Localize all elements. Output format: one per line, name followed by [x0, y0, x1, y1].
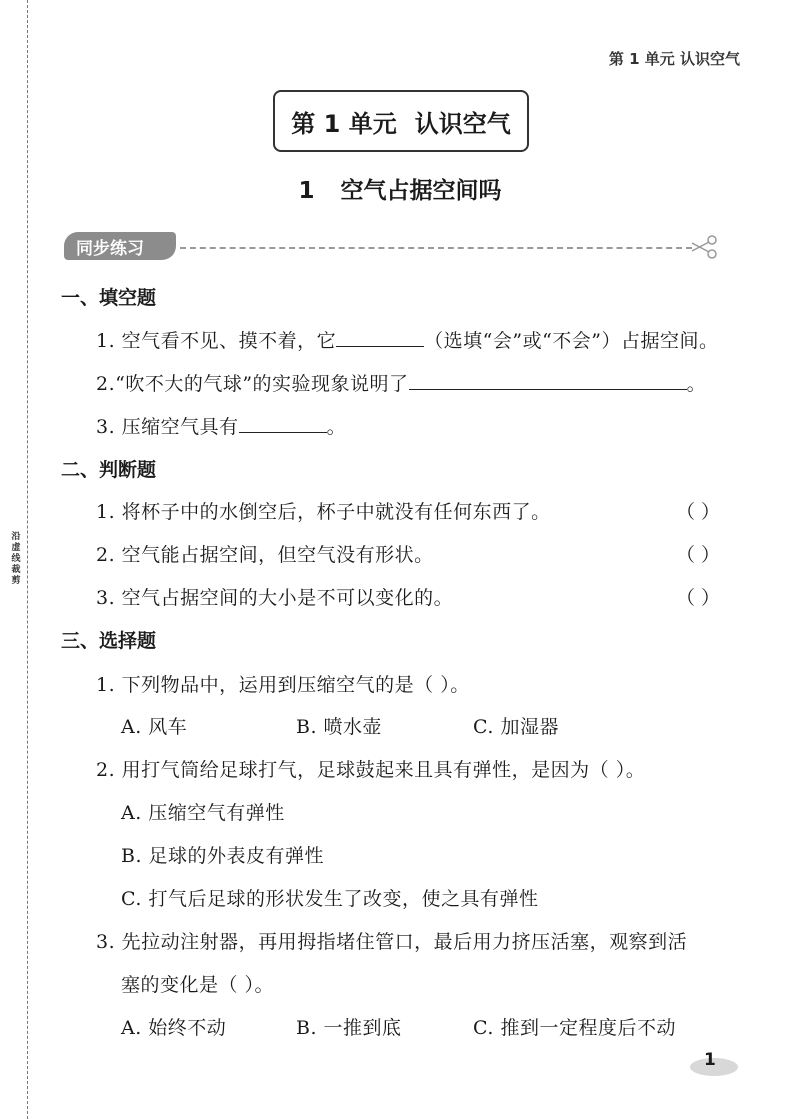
choice-2-option-a[interactable]: A. 压缩空气有弹性: [121, 802, 285, 824]
page-number: 1: [704, 1050, 716, 1070]
choice-question-3-line-1: 3. 先拉动注射器，再用拇指堵住管口，最后用力挤压活塞，观察到活: [96, 931, 688, 953]
answer-blank[interactable]: [336, 328, 424, 347]
answer-paren[interactable]: （ ）: [676, 544, 721, 566]
answer-blank[interactable]: [409, 371, 687, 390]
unit-name: 认识空气: [414, 109, 511, 138]
judge-question-1: 1. 将杯子中的水倒空后，杯子中就没有任何东西了。: [96, 501, 551, 523]
answer-paren[interactable]: （ ）: [676, 501, 721, 523]
choice-1-option-c[interactable]: C. 加湿器: [473, 716, 559, 738]
practice-tag: 同步练习: [64, 232, 176, 260]
section-fill-title: 一、填空题: [61, 287, 157, 309]
cut-label: 沿虚线裁剪: [11, 532, 21, 586]
lesson-title: [0, 172, 800, 205]
choice-3-option-b[interactable]: B. 一推到底: [296, 1017, 402, 1039]
section-judge-title: 二、判断题: [61, 459, 157, 481]
choice-1-option-b[interactable]: B. 喷水壶: [296, 716, 383, 738]
judge-question-2: 2. 空气能占据空间，但空气没有形状。: [96, 544, 434, 566]
choice-2-option-b[interactable]: B. 足球的外表皮有弹性: [121, 845, 325, 867]
answer-blank[interactable]: [239, 414, 327, 433]
lesson-number: 1: [298, 178, 315, 204]
choice-question-2: 2. 用打气筒给足球打气，足球鼓起来且具有弹性，是因为（ ）。: [96, 759, 646, 781]
fill-question-3: 3. 压缩空气具有 。: [96, 416, 347, 438]
choice-2-option-c[interactable]: C. 打气后足球的形状发生了改变，使之具有弹性: [121, 888, 539, 910]
choice-1-option-a[interactable]: A. 风车: [121, 716, 188, 738]
answer-paren[interactable]: （ ）: [676, 587, 721, 609]
practice-divider: [180, 247, 692, 249]
judge-question-3: 3. 空气占据空间的大小是不可以变化的。: [96, 587, 454, 609]
unit-title-box: [273, 90, 529, 152]
choice-question-3-line-2: 塞的变化是（ ）。: [121, 974, 275, 996]
scissors-icon: [690, 234, 720, 260]
choice-3-option-c[interactable]: C. 推到一定程度后不动: [473, 1017, 676, 1039]
lesson-name: 空气占据空间吗: [340, 178, 502, 204]
unit-number: 第 1 单元: [291, 109, 397, 138]
choice-question-1: 1. 下列物品中，运用到压缩空气的是（ ）。: [96, 674, 470, 696]
choice-3-option-a[interactable]: A. 始终不动: [121, 1017, 227, 1039]
running-header: 第 1 单元 认识空气: [608, 50, 740, 68]
section-choice-title: 三、选择题: [61, 630, 157, 652]
fill-question-2: 2.“吹不大的气球”的实验现象说明了 。: [96, 373, 707, 395]
cut-dashed-line: [27, 0, 28, 1119]
fill-question-1: 1. 空气看不见、摸不着，它 （选填“会”或“不会”）占据空间。: [96, 330, 719, 352]
